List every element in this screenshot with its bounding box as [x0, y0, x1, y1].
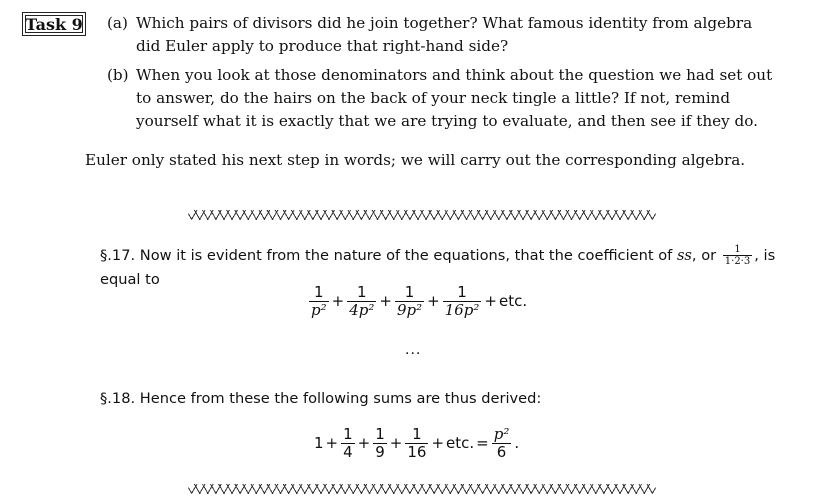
eq18-term-3-den: 16	[407, 442, 427, 461]
plus-sign: +	[484, 292, 497, 311]
plus-sign: +	[427, 292, 440, 311]
eq17-term-2-den: 4p²	[349, 300, 375, 319]
eq17-term-4-den: 16p²	[444, 300, 480, 319]
section-17-var: ss	[676, 247, 692, 264]
eq18-term-3-num: 1	[405, 426, 428, 444]
eq17-term-1-num: 1	[309, 284, 329, 302]
plus-sign: +	[331, 292, 345, 311]
coef-den: 1·2·3	[724, 256, 751, 268]
eq18-lead: 1	[314, 434, 324, 453]
eq17-term-2-num: 1	[347, 284, 376, 302]
euler-paragraph: Euler only stated his next step in words; we will carry out the corresponding algebra.	[85, 151, 746, 169]
question-b-label: (b)	[107, 66, 129, 84]
section-17-text-after: , is equal to	[100, 247, 776, 288]
eq18-term-2-den: 9	[375, 442, 385, 461]
section-17-text-before: §.17. Now it is evident from the nature of the equations, that the coefficient of	[100, 247, 677, 264]
plus-sign: +	[357, 434, 371, 453]
question-a-text: Which pairs of divisors did he join together? What famous identity from algebra did Euler apply to produce that right-hand side?	[136, 14, 753, 55]
eq18-result	[492, 426, 512, 461]
plus-sign: +	[431, 434, 445, 453]
eq18-term-2	[373, 426, 387, 461]
eq17-term-4-num: 1	[443, 284, 482, 302]
eq18-end: .	[514, 434, 520, 453]
plus-sign: +	[325, 434, 339, 453]
decorative-rule-top	[188, 210, 656, 220]
equation-17	[307, 284, 528, 319]
question-b-text: When you look at those denominators and think about the question we had set out to answer, do the hairs on the back of your neck tingle a little? If not, remind yourself what it is exactly that we are trying to evaluate, and then see if they do.	[136, 66, 773, 130]
section-17-coefficient-fraction	[723, 244, 752, 268]
section-17-text-or: , or	[691, 247, 721, 264]
eq18-term-3	[405, 426, 428, 461]
eq18-term-1	[341, 426, 355, 461]
eq17-term-1-den: p²	[311, 300, 327, 319]
decorative-rule-bottom	[188, 484, 656, 494]
eq17-term-3	[395, 284, 424, 319]
coef-num: 1	[723, 244, 752, 256]
eq17-tail: etc.	[498, 292, 528, 311]
eq18-term-1-den: 4	[343, 442, 353, 461]
equation-18	[313, 426, 520, 461]
ellipsis: ...	[405, 342, 422, 358]
eq17-term-2	[347, 284, 376, 319]
eq17-term-3-num: 1	[395, 284, 424, 302]
task-label: Task 9	[25, 15, 83, 34]
eq17-term-1	[309, 284, 329, 319]
eq17-term-3-den: 9p²	[396, 300, 423, 319]
eq18-result-den: 6	[496, 442, 507, 461]
plus-sign: +	[379, 292, 392, 311]
eq18-tail: etc.	[446, 434, 475, 453]
question-a-label: (a)	[107, 14, 128, 32]
equals-sign: =	[476, 434, 489, 453]
section-18-text: §.18. Hence from these the following sums are thus derived:	[100, 390, 542, 407]
eq17-term-4	[443, 284, 482, 319]
eq18-term-1-num: 1	[343, 425, 353, 443]
task-label-box	[22, 12, 86, 36]
plus-sign: +	[389, 434, 403, 453]
eq18-result-num: p²	[493, 425, 510, 443]
eq18-term-2-num: 1	[375, 425, 385, 443]
